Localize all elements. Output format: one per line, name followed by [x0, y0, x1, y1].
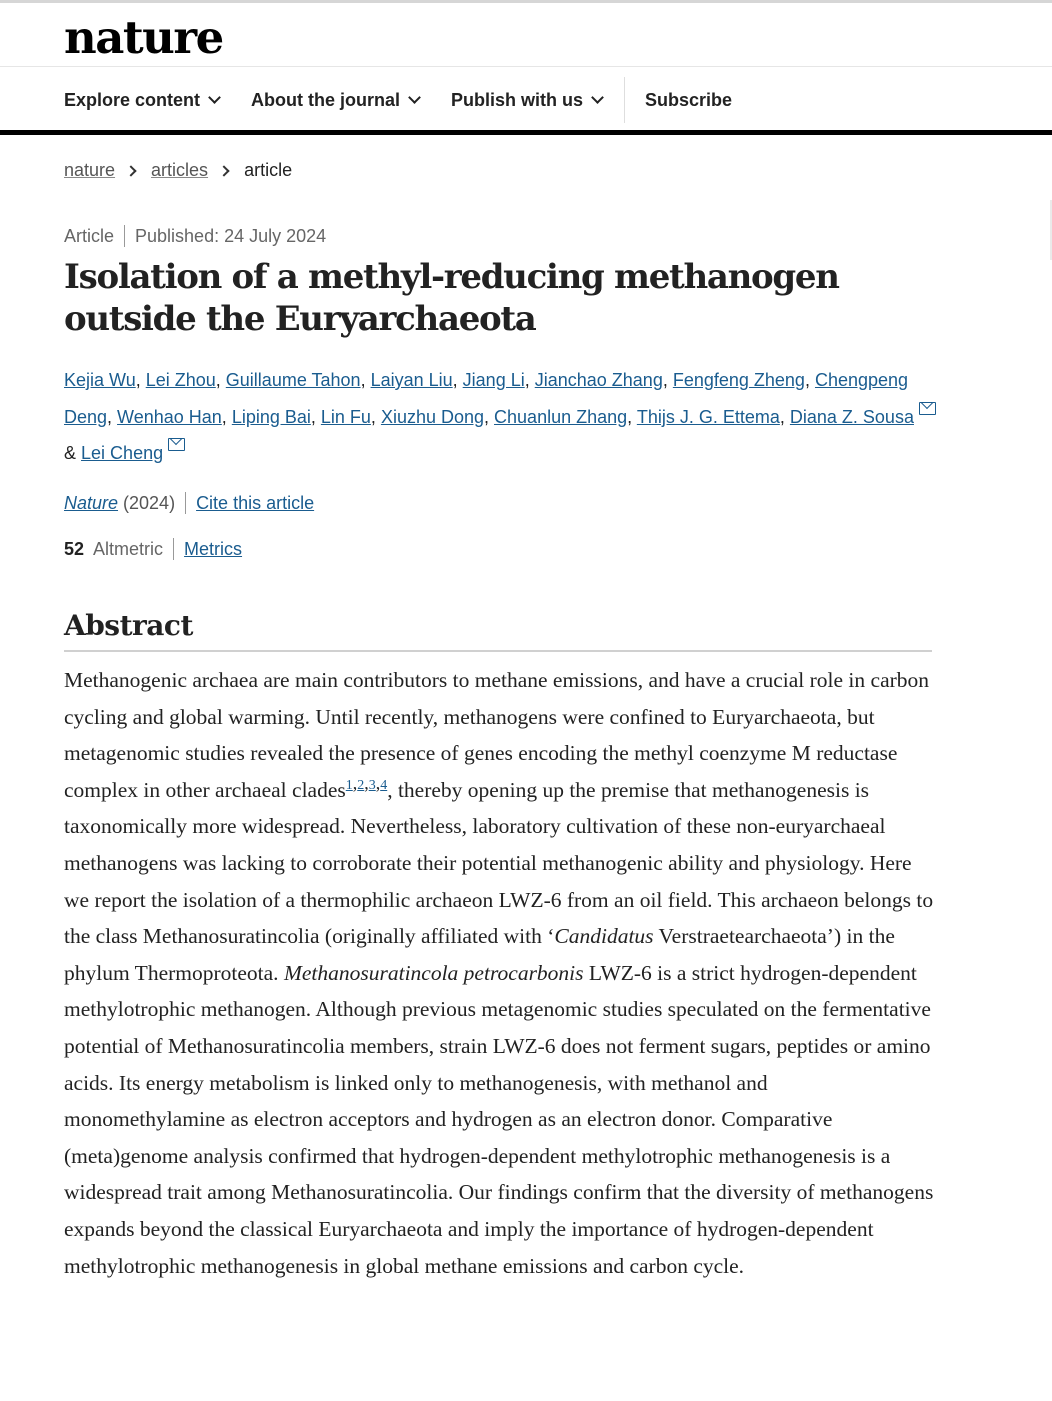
- author-link[interactable]: Wenhao Han: [117, 406, 222, 427]
- chevron-down-icon: [208, 91, 221, 104]
- nav-publish-with-us[interactable]: [451, 90, 602, 111]
- journal-divider: [185, 492, 186, 514]
- abstract-heading: Abstract: [64, 609, 193, 642]
- author-link[interactable]: Chengpeng Deng: [64, 370, 909, 427]
- header-divider: [0, 66, 1052, 67]
- author-link[interactable]: Jianchao Zhang: [534, 370, 663, 390]
- breadcrumb-articles[interactable]: articles: [151, 160, 209, 180]
- meta-divider: [124, 225, 125, 247]
- nav-publish-with-us-label: Publish with us: [451, 89, 584, 110]
- chevron-down-icon: [591, 91, 604, 104]
- nav-divider: [624, 77, 625, 123]
- author-link[interactable]: Xiuzhu Dong: [380, 406, 485, 427]
- abstract-part-1: Methanogenic archaea are main contributors to methane emissions, and have a crucial role in carbon cycling and global warming. Until recently, methanogens were confined to Euryarchaeota, but metagenomic studies revealed the presence of genes encoding the methyl coenzyme M reductase complex in other archaeal clades: [64, 668, 930, 802]
- abstract-part-4: LWZ-6 is a strict hydrogen-dependent methylotrophic methanogen. Although previous metagenomic studies speculated on the fermentative potential of Methanosuratincolia members, strain LWZ-6 does not ferment sugars, peptides or amino acids. Its energy metabolism is linked only to methanogenesis, with methanol and monomethylamine as electron acceptors and hydrogen as an electron donor. Comparative (meta)genome analysis confirmed that hydrogen-dependent methylotrophic methanogenesis is a widespread trait among Methanosuratincolia. Our findings confirm that the diversity of methanogens expands beyond the classical Euryarchaeota and imply the importance of hydrogen-dependent methylotrophic methanogenesis in global methane emissions and carbon cycle.: [64, 960, 934, 1278]
- author-link-corresponding[interactable]: Lei Cheng: [81, 443, 164, 463]
- nav-bottom-bar: [0, 130, 1052, 135]
- author-link[interactable]: Lin Fu: [320, 406, 371, 427]
- breadcrumb-current: article: [244, 160, 293, 180]
- reference-link[interactable]: 1: [345, 777, 353, 793]
- article-title: Isolation of a methyl-reducing methanogen outside the Euryarchaeota: [64, 257, 839, 339]
- nature-logo[interactable]: nature: [64, 11, 223, 64]
- metrics-link[interactable]: Metrics: [184, 538, 243, 559]
- main-nav: [64, 80, 764, 120]
- publish-date: Published: 24 July 2024: [135, 225, 327, 246]
- mail-icon[interactable]: [168, 438, 185, 451]
- nav-explore-content-label: Explore content: [64, 89, 201, 110]
- cite-article-link[interactable]: Cite this article: [196, 492, 315, 513]
- author-link[interactable]: Diana Z. Sousa: [789, 406, 914, 427]
- author-link[interactable]: Fengfeng Zheng: [672, 370, 805, 390]
- author-link[interactable]: Chuanlun Zhang: [494, 406, 628, 427]
- metrics-divider: [173, 538, 174, 560]
- author-link[interactable]: Kejia Wu: [64, 370, 136, 390]
- author-link[interactable]: Thijs J. G. Ettema: [636, 406, 780, 427]
- author-list: Kejia Wu, Lei Zhou, Guillaume Tahon, Laiyan Liu, Jiang Li, Jianchao Zhang, Fengfeng Zheng, Chengpeng Deng, Wenhao Han, Liping Bai, Lin Fu, Xiuzhu Dong, Chuanlun Zhang, Thijs J. G. Ettema, Diana Z. Sousa & Lei Cheng: [64, 362, 944, 472]
- nav-subscribe[interactable]: [645, 90, 732, 111]
- author-link[interactable]: Liping Bai: [231, 406, 311, 427]
- abstract-rule: [64, 650, 932, 652]
- article-type: Article: [64, 225, 115, 246]
- nav-about-journal[interactable]: [251, 90, 419, 111]
- abstract-candidatus: Candidatus: [554, 924, 654, 949]
- article-meta: [64, 225, 326, 247]
- author-link[interactable]: Guillaume Tahon: [225, 370, 361, 390]
- journal-info: [64, 492, 314, 514]
- reference-superscripts: 1,2,3,4: [345, 772, 388, 793]
- author-link[interactable]: Lei Zhou: [145, 370, 216, 390]
- abstract-part-3: Verstraetearchaeota’) in the phylum Thermoproteota.: [64, 924, 895, 985]
- reference-link[interactable]: 4: [380, 777, 388, 793]
- metrics-info: [64, 538, 242, 560]
- top-rule: [0, 0, 1052, 3]
- reference-link[interactable]: 3: [368, 777, 376, 793]
- author-ampersand: &: [64, 443, 77, 463]
- abstract-part-2: , thereby opening up the premise that methanogenesis is taxonomically more widespread. Nevertheless, laboratory cultivation of these non-euryarchaeal methanogens was lacking to corroborate their potential methanogenic ability and physiology. Here we report the isolation of a thermophilic archaeon LWZ-6 from an oil field. This archaeon belongs to the class Methanosuratincolia (originally affiliated with ‘: [64, 777, 934, 949]
- journal-link[interactable]: Nature: [64, 492, 119, 513]
- nav-explore-content[interactable]: [64, 90, 219, 111]
- breadcrumb: [64, 160, 292, 181]
- breadcrumb-nature[interactable]: nature: [64, 160, 116, 180]
- reference-link[interactable]: 2: [357, 777, 365, 793]
- chevron-right-icon: [125, 165, 136, 176]
- nav-subscribe-label: Subscribe: [645, 89, 733, 110]
- altmetric-label: Altmetric: [93, 538, 164, 559]
- mail-icon[interactable]: [919, 402, 936, 415]
- chevron-right-icon: [218, 165, 229, 176]
- altmetric-count: 52: [64, 538, 85, 559]
- nav-about-journal-label: About the journal: [251, 89, 401, 110]
- abstract-species: Methanosuratincola petrocarbonis: [283, 960, 584, 985]
- abstract-text: [64, 662, 934, 1284]
- author-link[interactable]: Laiyan Liu: [370, 370, 453, 390]
- author-link[interactable]: Jiang Li: [462, 370, 525, 390]
- journal-year: (2024): [123, 492, 176, 513]
- chevron-down-icon: [408, 91, 421, 104]
